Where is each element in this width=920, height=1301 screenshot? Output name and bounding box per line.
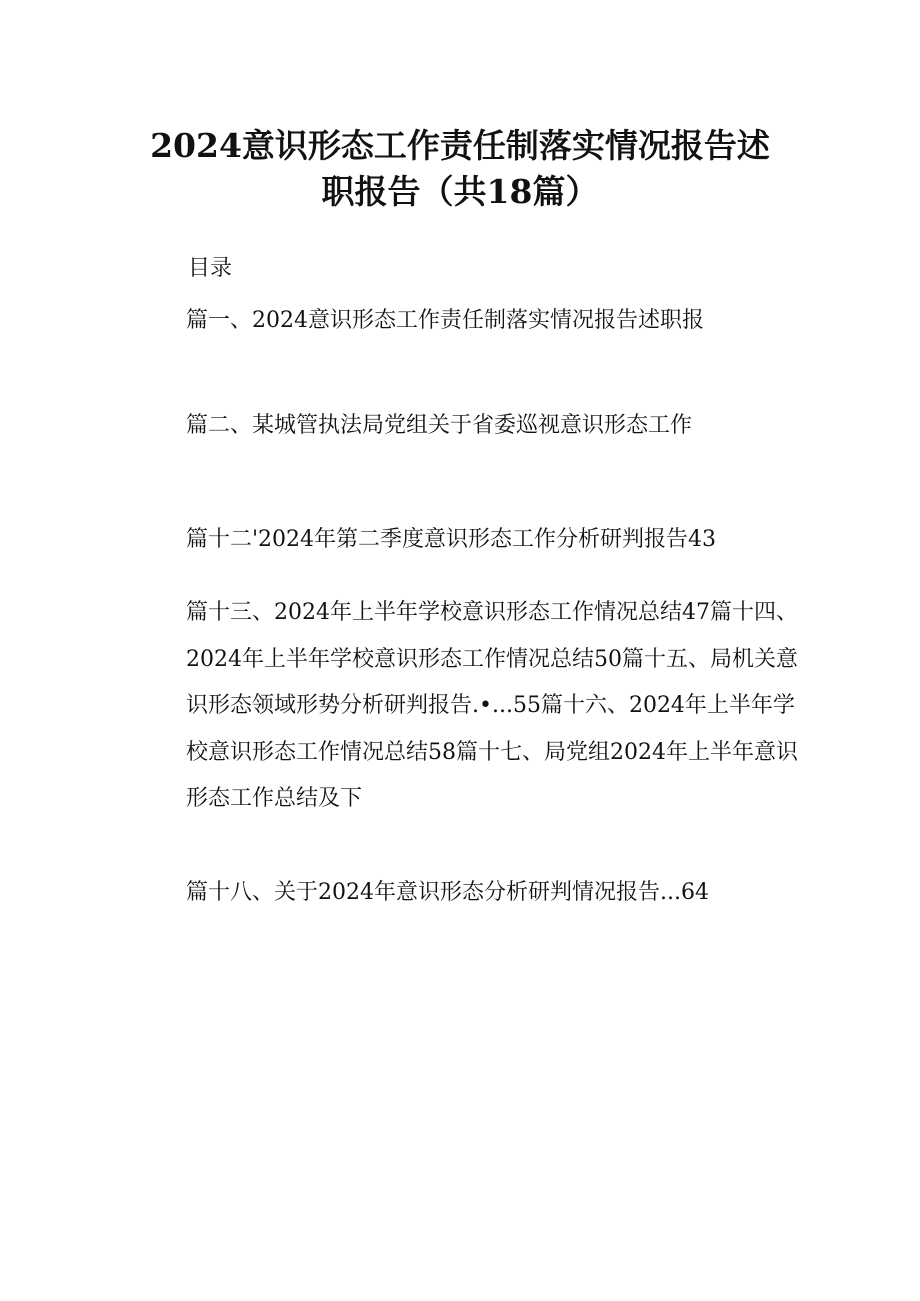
toc-paragraph-line: 识形态领域形势分析研判报告.•...55篇十六、2024年上半年学 bbox=[186, 693, 795, 718]
document-title-line-2: 职报告（共18篇） bbox=[321, 172, 599, 211]
toc-paragraph-line: 校意识形态工作情况总结58篇十七、局党组2024年上半年意识 bbox=[186, 739, 798, 765]
toc-heading: 目录 bbox=[188, 256, 233, 281]
toc-entry: 篇十二'2024年第二季度意识形态工作分析研判报告43 bbox=[186, 527, 717, 552]
toc-entry: 篇二、某城管执法局党组关于省委巡视意识形态工作 bbox=[186, 413, 693, 438]
toc-entry: 篇一、2024意识形态工作责任制落实情况报告述职报 bbox=[186, 308, 704, 333]
document-title-line-1: 2024意识形态工作责任制落实情况报告述 bbox=[150, 126, 770, 165]
toc-paragraph bbox=[186, 590, 816, 823]
toc-paragraph-line: 篇十三、2024年上半年学校意识形态工作情况总结47篇十四、 bbox=[186, 600, 798, 625]
toc-paragraph-line: 2024年上半年学校意识形态工作情况总结50篇十五、局机关意 bbox=[186, 646, 798, 672]
toc-paragraph-line: 形态工作总结及下 bbox=[186, 786, 363, 811]
toc-entry: 篇十八、关于2024年意识形态分析研判情况报告...64 bbox=[186, 880, 709, 905]
